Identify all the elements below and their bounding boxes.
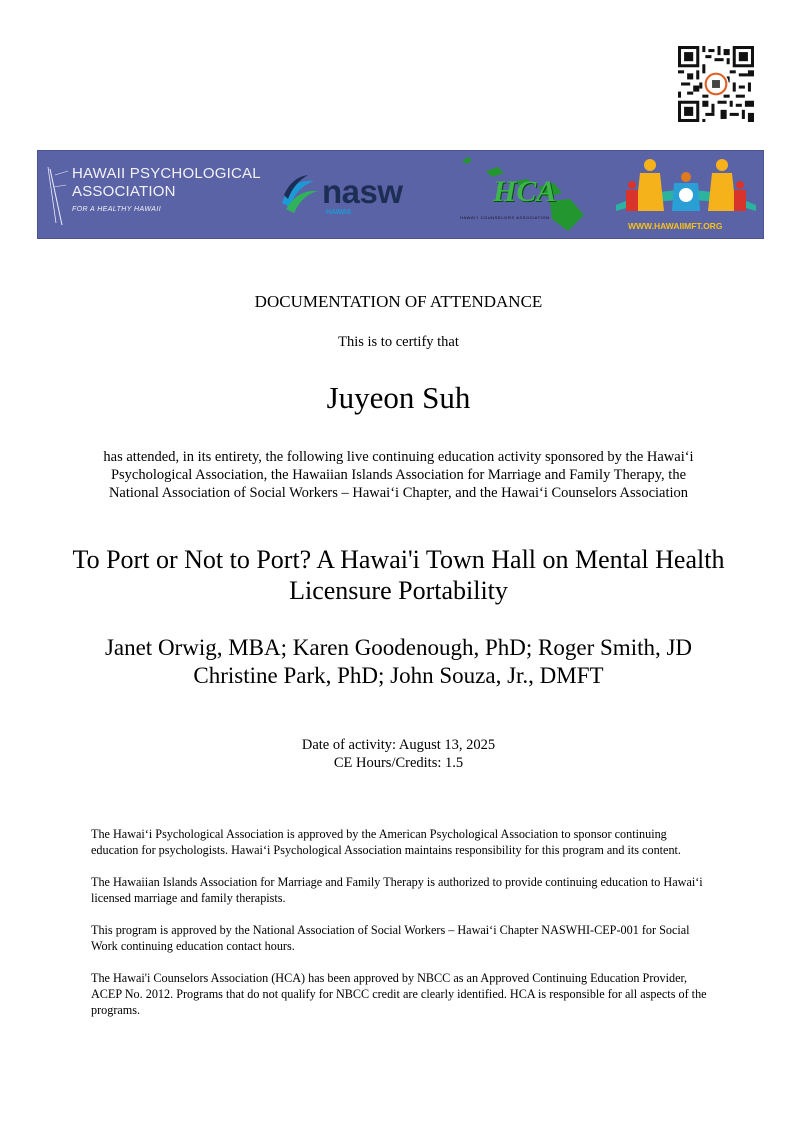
- hca-fullname: HAWAI'I COUNSELORS ASSOCIATION: [460, 215, 550, 220]
- speaker-line: Christine Park, PhD; John Souza, Jr., DMFT: [193, 663, 604, 688]
- sponsor-logo-banner: [37, 150, 764, 239]
- speaker-line: Janet Orwig, MBA; Karen Goodenough, PhD; Roger Smith, JD: [104, 635, 693, 660]
- nasw-swirl-icon: [278, 173, 320, 215]
- hpa-logo: [46, 165, 276, 227]
- attendee-name: Juyeon Suh: [326, 380, 471, 415]
- accreditation-hca: The Hawai'i Counselors Association (HCA) has been approved by NBCC as an Approved Continuing Education Provider, ACEP No. 2012. Programs that do not qualify for NBCC credit are clearly identified. HCA is responsible for all aspects of the programs.: [91, 971, 707, 1017]
- accreditation-nasw: This program is approved by the National Association of Social Workers – Hawai‘i Chapter NASWHI-CEP-001 for Social Work continuing education contact hours.: [91, 923, 690, 953]
- certify-statement: This is to certify that: [338, 334, 459, 350]
- activity-date: Date of activity: August 13, 2025: [301, 737, 496, 753]
- attendance-statement: has attended, in its entirety, the following live continuing education activity sponsored by the Hawai‘i Psychological Association, the Hawaiian Islands Association for Marriage and Family Therapy, the National Association of Social Workers – Hawai‘i Chapter, and the Hawai‘i Counselors Association: [103, 449, 694, 501]
- qr-code-icon: [678, 46, 754, 122]
- nasw-chapter: HAWAII: [326, 209, 351, 216]
- hpa-name-line1: HAWAII PSYCHOLOGICAL: [72, 165, 261, 182]
- accreditation-hpa: The Hawai‘i Psychological Association is approved by the American Psychological Association to sponsor continuing education for psychologists. Hawai‘i Psychological Association maintains responsibility for this program and its content.: [91, 827, 681, 857]
- hiamft-logo: [616, 155, 756, 235]
- ce-credits: CE Hours/Credits: 1.5: [333, 755, 464, 771]
- course-title: To Port or Not to Port? A Hawai'i Town Hall on Mental Health Licensure Portability: [72, 545, 725, 605]
- hca-wordmark: HCA: [493, 175, 557, 208]
- document-title: DOCUMENTATION OF ATTENDANCE: [254, 292, 543, 311]
- nasw-wordmark: nasw: [322, 173, 403, 210]
- nasw-logo: [278, 171, 428, 221]
- bamboo-icon: [46, 165, 72, 227]
- hpa-tagline: FOR A HEALTHY HAWAII: [72, 206, 162, 213]
- hiamft-url: WWW.HAWAIIMFT.ORG: [628, 221, 723, 231]
- activity-details: [0, 736, 797, 772]
- accreditation-hiamft: The Hawaiian Islands Association for Marriage and Family Therapy is authorized to provide continuing education to Hawai‘i licensed marriage and family therapists.: [91, 875, 703, 905]
- family-figures-icon: [616, 155, 756, 221]
- hpa-name-line2: ASSOCIATION: [72, 183, 176, 200]
- accreditation-statements: [91, 826, 711, 1034]
- speaker-list: [40, 634, 757, 690]
- hca-logo: [458, 153, 588, 238]
